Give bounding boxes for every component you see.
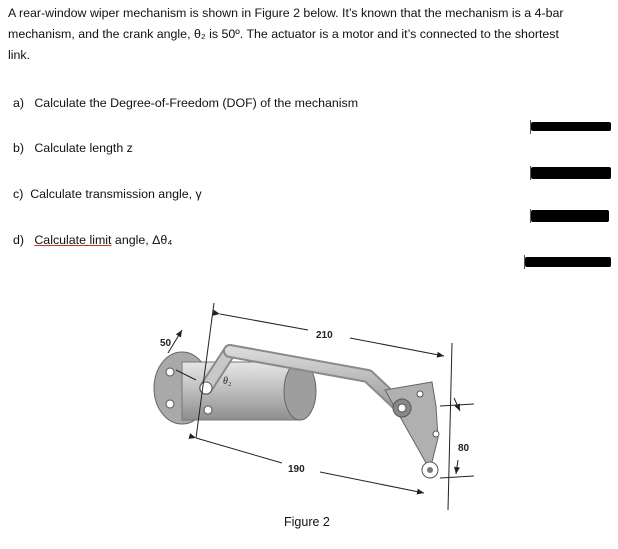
question-b-label: b)	[13, 141, 25, 155]
question-d	[13, 233, 172, 247]
redaction-c-bracket	[530, 209, 531, 223]
question-d-text-rest: angle, Δθ₄	[111, 233, 173, 247]
question-a	[13, 96, 358, 110]
mount-hole-icon	[204, 406, 212, 414]
question-b	[13, 141, 133, 155]
redaction-a	[531, 122, 611, 131]
question-c-label: c)	[13, 187, 24, 201]
intro-line-1: A rear-window wiper mechanism is shown in Figure 2 below. It’s known that the mechanism is a 4-bar	[8, 6, 564, 20]
question-b-text: Calculate length z	[34, 141, 133, 155]
crank-angle-label: θ₂	[223, 376, 232, 387]
figure-caption: Figure 2	[284, 515, 330, 529]
redaction-b-bracket	[530, 166, 531, 180]
mount-hole-icon	[166, 400, 174, 408]
intro-line-3: link.	[8, 48, 31, 62]
dimension-190: 190	[288, 464, 305, 475]
redaction-d-bracket	[524, 255, 525, 269]
question-c	[13, 187, 202, 201]
question-c-text: Calculate transmission angle, γ	[30, 187, 202, 201]
dimension-50: 50	[160, 338, 172, 349]
rocker-link	[385, 382, 439, 478]
redaction-a-bracket	[530, 120, 531, 134]
mount-hole-icon	[166, 368, 174, 376]
dimension-80: 80	[458, 443, 470, 454]
dimension-210: 210	[316, 330, 333, 341]
redaction-d	[525, 257, 611, 267]
wiper-mechanism-figure	[140, 288, 480, 513]
redaction-c	[531, 210, 609, 222]
problem-statement	[8, 3, 612, 66]
redaction-b	[531, 167, 611, 179]
question-a-label: a)	[13, 96, 25, 110]
question-d-label: d)	[13, 233, 25, 247]
intro-line-2: mechanism, and the crank angle, θ₂ is 50º. The actuator is a motor and it’s connected to the shortest	[8, 27, 559, 41]
question-d-text-underlined: Calculate limit	[34, 233, 112, 247]
question-a-text: Calculate the Degree-of-Freedom (DOF) of the mechanism	[34, 96, 359, 110]
